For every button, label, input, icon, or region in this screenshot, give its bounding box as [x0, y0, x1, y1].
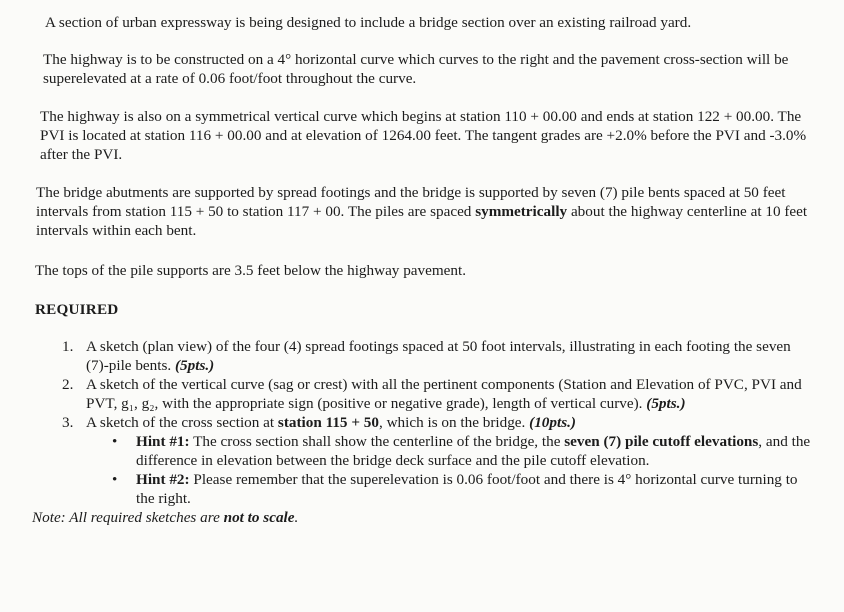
not-to-scale-emphasis: not to scale — [223, 509, 295, 526]
horizontal-curve-paragraph: The highway is to be constructed on a 4° horizontal curve which curves to the right and the pavement cross-section will be superelevated at a rate of 0.06 foot/foot throughout the curve. — [43, 51, 789, 87]
hint-text-a: Please remember that the superelevation is 0.06 foot/foot and there is 4° horizontal curve turning to the right. — [136, 471, 798, 507]
item-text: A sketch of the vertical curve (sag or crest) with all the pertinent components (Station and Elevation of PVC, PVI and PVT, g₁, g₂, with the appropriate sign (positive or negative grade), length of vertical curve). — [86, 376, 802, 412]
item-points: (10pts.) — [529, 414, 576, 431]
item-points: (5pts.) — [175, 357, 215, 374]
hint-text-c: , and the difference in elevation between the bridge deck surface and the pile cutoff elevation. — [136, 433, 811, 469]
item-text-a: A sketch of the cross section at — [86, 414, 278, 431]
hint-emphasis: seven (7) pile cutoff elevations — [564, 433, 759, 450]
bridge-supports-paragraph — [36, 183, 814, 240]
hint-item-2 — [84, 470, 814, 508]
note-text-c: . — [294, 509, 299, 526]
requirements-list — [38, 337, 814, 432]
hint-label: Hint #1: — [136, 433, 190, 450]
hints-list — [38, 432, 814, 508]
requirement-item-2 — [38, 375, 814, 413]
note-text-a: Note: All required sketches are — [32, 509, 224, 526]
bridge-supports-text-c: about the highway centerline at 10 feet intervals within each bent. — [36, 203, 808, 239]
required-heading: REQUIRED — [35, 301, 119, 318]
symmetrically-emphasis: symmetrically — [475, 203, 568, 220]
item-text: A sketch (plan view) of the four (4) spread footings spaced at 50 foot intervals, illustrating in each footing the seven (7)-pile bents. — [86, 338, 791, 374]
item-points: (5pts.) — [646, 395, 686, 412]
bullet-icon: • — [112, 433, 118, 450]
item-number: 2. — [62, 376, 74, 393]
station-emphasis: station 115 + 50 — [277, 414, 379, 431]
hint-label: Hint #2: — [136, 471, 190, 488]
item-text-c: , which is on the bridge. — [378, 414, 530, 431]
note-line — [32, 508, 814, 527]
bullet-icon: • — [112, 471, 118, 488]
vertical-curve-paragraph: The highway is also on a symmetrical vertical curve which begins at station 110 + 00.00 and ends at station 122 + 00.00. The PVI is located at station 116 + 00.00 and at elevation of 1264.00 feet. The tangent grades are +2.0% before the PVI and -3.0% after the PVI. — [40, 108, 807, 163]
intro-paragraph: A section of urban expressway is being designed to include a bridge section over an existing railroad yard. — [45, 14, 692, 31]
hint-item-1 — [84, 432, 814, 470]
requirement-item-3 — [38, 413, 814, 432]
requirement-item-1 — [38, 337, 814, 375]
item-number: 1. — [62, 338, 74, 355]
pile-tops-paragraph: The tops of the pile supports are 3.5 feet below the highway pavement. — [35, 262, 467, 279]
hint-text-a: The cross section shall show the centerline of the bridge, the — [189, 433, 565, 450]
item-number: 3. — [62, 414, 74, 431]
bridge-supports-text-a: The bridge abutments are supported by spread footings and the bridge is supported by seven (7) pile bents spaced at 50 feet intervals from station 115 + 50 to station 117 + 00. The piles are spaced — [36, 184, 786, 220]
